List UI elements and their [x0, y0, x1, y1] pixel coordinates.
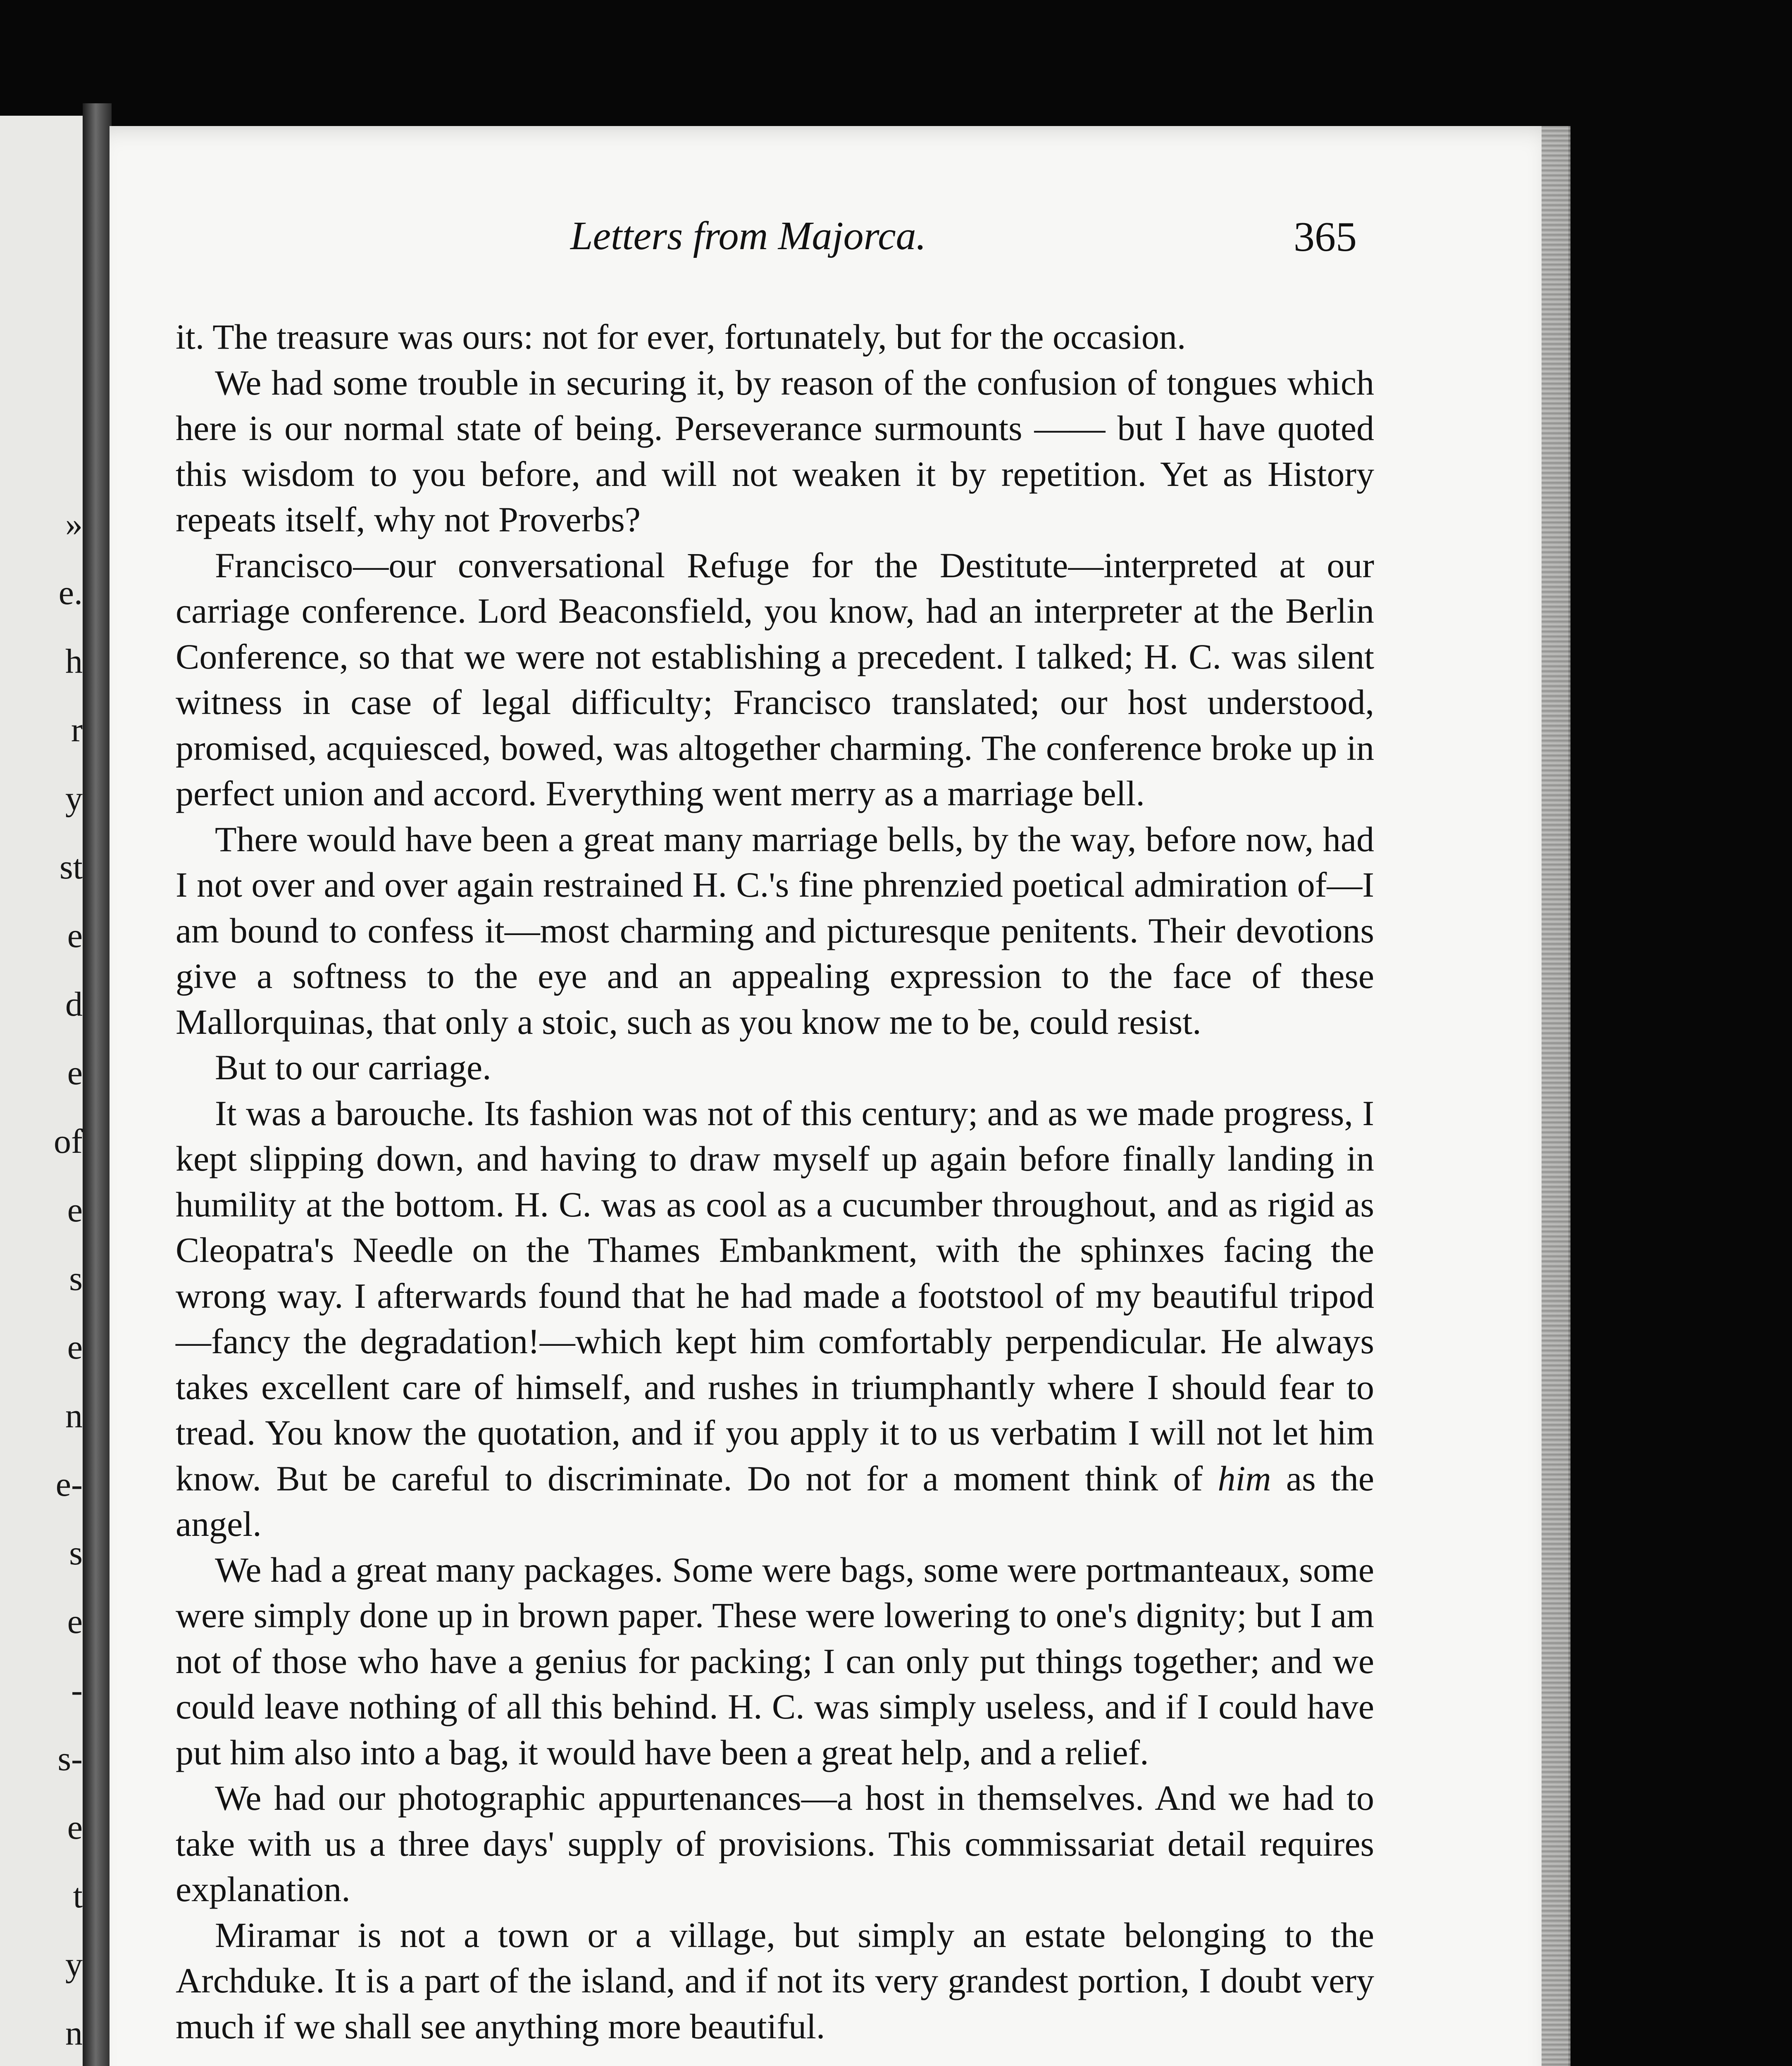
facing-page-fragment: e [67, 1808, 83, 1847]
paragraph-4: There would have been a great many marriage bells, by the way, before now, had I not over and over again restrained H. C.'s fine phrenzied poetical admiration of—I am bound to confess it—most charming and picturesque penitents. Their devotions give a softness to the eye and an appealing expression to the face of these Mallorquinas, that only a stoic, such as you know me to be, could resist. [176, 819, 1374, 1042]
facing-page-fragment: e. [58, 574, 83, 612]
facing-page-fragment: d [65, 985, 83, 1023]
book-gutter [83, 103, 112, 2066]
facing-page-fragment: e [67, 1191, 83, 1229]
facing-page-fragment: e [67, 1054, 83, 1092]
facing-page-fragment: n [65, 2014, 83, 2052]
facing-page-fragment: n [65, 1397, 83, 1435]
facing-page-fragment: r [71, 711, 83, 749]
facing-page-text-fragments [0, 116, 91, 2066]
paragraph-2: We had some trouble in securing it, by reason of the confusion of tongues which here is our normal state of being. Perseverance surmounts —— but I have quoted this wisdom to you before, and will not weaken it by repetition. Yet as History repeats itself, why not Proverbs? [176, 362, 1374, 539]
paragraph-9: Miramar is not a town or a village, but simply an estate belonging to the Archduke. It is a part of the island, and if not its very grandest portion, I doubt very much if we shall see anything more beautiful. [176, 1915, 1374, 2046]
facing-page-fragment: h [65, 642, 83, 681]
facing-page-fragment: - [71, 1671, 83, 1709]
running-head [0, 213, 1792, 275]
facing-page-fragment: st [59, 848, 83, 886]
facing-page-fragment: » [65, 505, 83, 543]
facing-page-fragment: y [65, 1945, 83, 1984]
facing-page-fragment: e [67, 1328, 83, 1366]
paragraph-1: it. The treasure was ours: not for ever, fortunately, but for the occasion. [176, 317, 1186, 357]
paragraph-7: We had a great many packages. Some were bags, some were portmanteaux, some were simply done up in brown paper. These were lowering to one's dignity; but I am not of those who have a genius for packing; I can only put things together; and we could leave nothing of all this behind. H. C. was simply useless, and if I could have put him also into a bag, it would have been a great help, and a relief. [176, 1550, 1374, 1772]
page-stack-edge [1542, 126, 1570, 2066]
paragraph-3: Francisco—our conversational Refuge for the Destitute—interpreted at our carriage conference. Lord Beaconsfield, you know, had an interpreter at the Berlin Conference, so that we were not establishing a precedent. I talked; H. C. was silent witness in case of legal difficulty; Francisco translated; our host understood, promised, acquiesced, bowed, was altogether charming. The conference broke up in perfect union and accord. Everything went merry as a marriage bell. [176, 545, 1374, 813]
paragraph-6-text-after: as the angel. [176, 1458, 1374, 1544]
facing-page-fragment: t [73, 1877, 83, 1915]
running-head-title: Letters from Majorca. [570, 214, 927, 258]
facing-page-fragment: s [69, 1259, 83, 1298]
facing-page-fragment: of [54, 1122, 83, 1161]
facing-page-fragment: s- [57, 1740, 83, 1778]
paragraph-5: But to our carriage. [215, 1047, 491, 1087]
facing-page-fragment: e [67, 1602, 83, 1641]
facing-page-fragment: y [65, 779, 83, 818]
facing-page-fragment: e- [55, 1465, 83, 1504]
page-number: 365 [1294, 214, 1357, 260]
paragraph-6-text-before: It was a barouche. Its fashion was not of this century; and as we made progress, I kept slipping down, and having to draw myself up again before finally landing in humility at the bottom. H. C. was as cool as a cucumber throughout, and as rigid as Cleopatra's Needle on the Thames Embankment, with the sphinxes facing the wrong way. I afterwards found that he had made a footstool of my beautiful tripod—fancy the degradation!—which kept him comfortably perpendicular. He always takes excellent care of himself, and rushes in triumphantly where I should fear to tread. You know the quotation, and if you apply it to us verbatim I will not let him know. But be careful to discriminate. Do not for a moment think of [176, 1093, 1374, 1498]
facing-page-fragment: e [67, 916, 83, 955]
paragraph-8: We had our photographic appurtenances—a host in themselves. And we had to take with us a three days' supply of provisions. This commissariat detail requires explanation. [176, 1778, 1374, 1909]
body-text [176, 314, 1374, 2049]
facing-page-edge [0, 116, 91, 2066]
paragraph-6 [176, 1090, 1374, 1547]
paragraph-6-emphasis: him [1218, 1458, 1271, 1498]
facing-page-fragment: s [69, 1534, 83, 1572]
